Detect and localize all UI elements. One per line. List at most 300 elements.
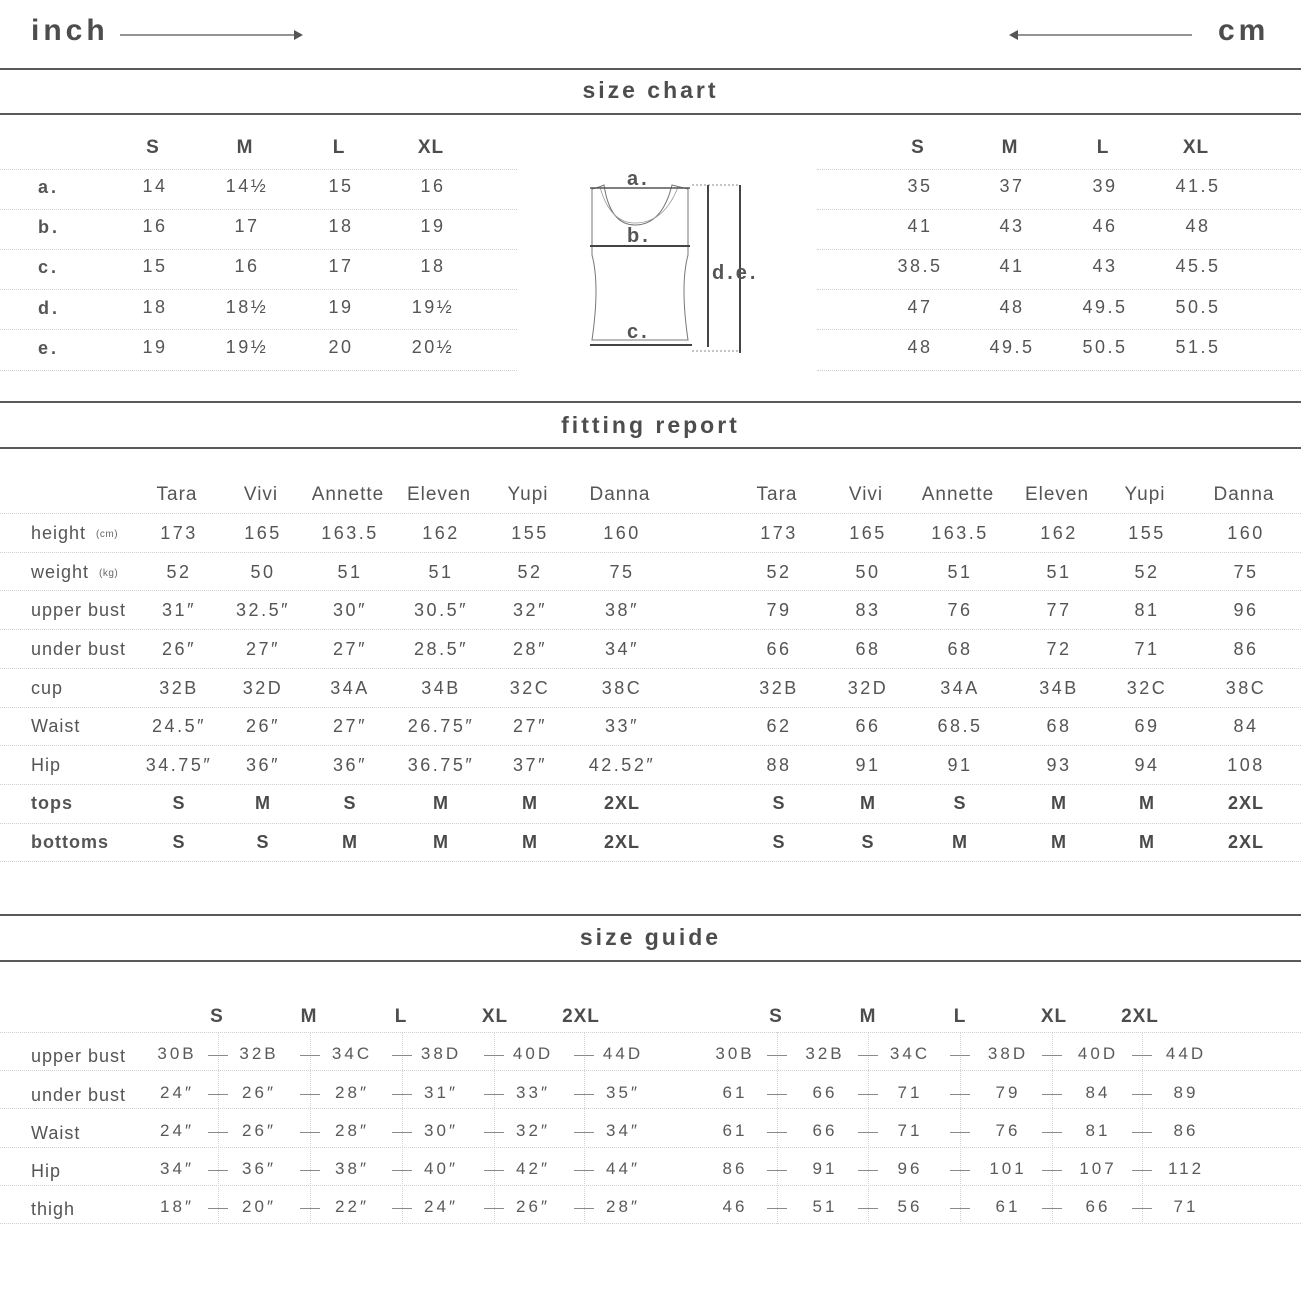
inch-value-cell: 19 xyxy=(420,216,446,236)
fitting-inch-cell: 27″ xyxy=(333,716,367,736)
fitting-report-title: fitting report xyxy=(561,412,740,438)
guide-cm-cell: 61 xyxy=(722,1121,748,1140)
fitting-inch-cell: 160 xyxy=(603,523,641,543)
row-divider xyxy=(0,329,517,330)
range-dash xyxy=(574,1094,594,1095)
row-divider xyxy=(817,209,1301,210)
fitting-inch-cell: 34B xyxy=(421,678,461,698)
fitting-cm-cell: 71 xyxy=(1134,639,1160,659)
guide-inch-cell: 36″ xyxy=(242,1159,276,1178)
guide-inch-cell: 26″ xyxy=(242,1083,276,1102)
fitting-cm-cell: 96 xyxy=(1233,600,1259,620)
fitting-inch-cell: 36.75″ xyxy=(407,755,475,775)
guide-cm-cell: 81 xyxy=(1085,1121,1111,1140)
column-divider xyxy=(218,1032,219,1224)
fitting-cm-cell: 91 xyxy=(855,755,881,775)
fitting-inch-cell: S xyxy=(172,793,186,813)
fitting-cm-cell: S xyxy=(953,793,967,813)
fitting-inch-cell: 30″ xyxy=(333,600,367,620)
section-rule xyxy=(0,68,1301,70)
inch-unit-label: inch xyxy=(31,14,109,47)
range-dash xyxy=(1132,1170,1152,1171)
measure-label: b. xyxy=(38,217,60,237)
fitting-cm-cell: 68 xyxy=(855,639,881,659)
guide-inch-cell: 26″ xyxy=(516,1197,550,1216)
cm-value-cell: 48 xyxy=(999,297,1025,317)
size-header-inch: XL xyxy=(417,137,445,158)
fitting-cm-cell: 32C xyxy=(1126,678,1168,698)
fitting-cm-cell: M xyxy=(952,832,968,852)
model-name-inch: Vivi xyxy=(243,484,279,505)
fitting-cm-cell: 75 xyxy=(1233,562,1259,582)
fitting-inch-cell: 28″ xyxy=(513,639,547,659)
model-name-cm: Danna xyxy=(1213,484,1275,505)
row-divider xyxy=(0,1147,1301,1148)
diagram-label-b: b. xyxy=(627,225,651,247)
guide-size-header-cm: 2XL xyxy=(1121,1006,1159,1027)
size-header-cm: M xyxy=(1001,137,1019,158)
guide-inch-cell: 32″ xyxy=(516,1121,550,1140)
model-name-inch: Yupi xyxy=(507,484,549,505)
fitting-cm-cell: 83 xyxy=(855,600,881,620)
fitting-inch-cell: 32″ xyxy=(513,600,547,620)
fitting-cm-cell: 86 xyxy=(1233,639,1259,659)
guide-row-label: thigh xyxy=(31,1199,76,1219)
fitting-cm-cell: S xyxy=(772,832,786,852)
row-divider xyxy=(0,289,517,290)
guide-row-label: under bust xyxy=(31,1085,127,1105)
fitting-row-label-text: upper bust xyxy=(31,600,127,620)
size-header-cm: L xyxy=(1096,137,1110,158)
fitting-inch-cell: 2XL xyxy=(603,832,641,852)
range-dash xyxy=(484,1055,504,1056)
fitting-inch-cell: 32B xyxy=(159,678,199,698)
fitting-inch-cell: M xyxy=(433,832,449,852)
inch-value-cell: 16 xyxy=(142,216,168,236)
section-rule xyxy=(0,914,1301,916)
fitting-cm-cell: 108 xyxy=(1227,755,1265,775)
inch-value-cell: 19½ xyxy=(225,337,269,357)
fitting-inch-cell: 30.5″ xyxy=(414,600,468,620)
column-divider xyxy=(584,1032,585,1224)
range-dash xyxy=(1132,1132,1152,1133)
guide-inch-cell: 34C xyxy=(331,1044,373,1063)
size-guide-title: size guide xyxy=(579,924,722,950)
fitting-cm-cell: 162 xyxy=(1040,523,1078,543)
fitting-inch-cell: 32C xyxy=(509,678,551,698)
fitting-inch-cell: 38C xyxy=(601,678,643,698)
fitting-row-label-text: height xyxy=(31,523,87,543)
guide-cm-cell: 101 xyxy=(989,1159,1027,1178)
fitting-inch-cell: 155 xyxy=(511,523,549,543)
fitting-cm-cell: 165 xyxy=(849,523,887,543)
range-dash xyxy=(484,1132,504,1133)
fitting-inch-cell: 52 xyxy=(517,562,543,582)
model-name-cm: Tara xyxy=(756,484,798,505)
range-dash xyxy=(208,1132,228,1133)
inch-value-cell: 17 xyxy=(234,216,260,236)
fitting-row-label xyxy=(31,793,73,814)
range-dash xyxy=(1042,1055,1062,1056)
fitting-cm-cell: 81 xyxy=(1134,600,1160,620)
guide-inch-cell: 40″ xyxy=(424,1159,458,1178)
cm-value-cell: 38.5 xyxy=(897,256,943,276)
fitting-inch-cell: 75 xyxy=(609,562,635,582)
guide-cm-cell: 61 xyxy=(995,1197,1021,1216)
fitting-cm-cell: 62 xyxy=(766,716,792,736)
range-dash xyxy=(208,1208,228,1209)
guide-cm-cell: 91 xyxy=(812,1159,838,1178)
fitting-cm-cell: M xyxy=(860,793,876,813)
row-divider xyxy=(0,784,1301,785)
range-dash xyxy=(767,1132,787,1133)
fitting-row-label xyxy=(31,832,109,853)
guide-cm-cell: 40D xyxy=(1077,1044,1119,1063)
guide-inch-cell: 24″ xyxy=(424,1197,458,1216)
row-divider xyxy=(817,249,1301,250)
column-divider xyxy=(1052,1032,1053,1224)
model-name-cm: Vivi xyxy=(848,484,884,505)
range-dash xyxy=(484,1094,504,1095)
column-divider xyxy=(494,1032,495,1224)
guide-size-header-cm: S xyxy=(769,1006,783,1027)
model-name-cm: Yupi xyxy=(1124,484,1166,505)
model-name-inch: Annette xyxy=(311,484,385,505)
guide-row-label: Waist xyxy=(31,1123,81,1143)
range-dash xyxy=(858,1094,878,1095)
fitting-row-label-text: under bust xyxy=(31,639,127,659)
fitting-cm-cell: 50 xyxy=(855,562,881,582)
fitting-cm-cell: 163.5 xyxy=(931,523,989,543)
row-divider xyxy=(0,249,517,250)
inch-value-cell: 18 xyxy=(420,256,446,276)
guide-cm-cell: 34C xyxy=(889,1044,931,1063)
cm-value-cell: 39 xyxy=(1092,176,1118,196)
fitting-row-label-text: weight xyxy=(31,562,90,582)
size-header-inch: M xyxy=(236,137,254,158)
range-dash xyxy=(574,1132,594,1133)
inch-value-cell: 18 xyxy=(142,297,168,317)
guide-size-header-inch: L xyxy=(394,1006,408,1027)
fitting-inch-cell: 26.75″ xyxy=(407,716,475,736)
measure-label: e. xyxy=(38,338,60,358)
fitting-inch-cell: 36″ xyxy=(333,755,367,775)
fitting-row-label xyxy=(31,523,118,544)
guide-inch-cell: 44″ xyxy=(606,1159,640,1178)
fitting-row-label xyxy=(31,600,126,621)
guide-size-header-inch: 2XL xyxy=(562,1006,600,1027)
guide-size-header-cm: L xyxy=(953,1006,967,1027)
column-divider xyxy=(868,1032,869,1224)
fitting-cm-cell: M xyxy=(1051,793,1067,813)
range-dash xyxy=(767,1170,787,1171)
fitting-inch-cell: S xyxy=(343,793,357,813)
diagram-label-de: d.e. xyxy=(712,262,759,284)
guide-cm-cell: 61 xyxy=(722,1083,748,1102)
fitting-cm-cell: 68 xyxy=(1046,716,1072,736)
section-rule xyxy=(0,113,1301,115)
inch-value-cell: 20½ xyxy=(411,337,455,357)
range-dash xyxy=(574,1170,594,1171)
guide-inch-cell: 32B xyxy=(239,1044,279,1063)
fitting-cm-cell: 77 xyxy=(1046,600,1072,620)
inch-value-cell: 17 xyxy=(328,256,354,276)
cm-value-cell: 41 xyxy=(907,216,933,236)
cm-value-cell: 37 xyxy=(999,176,1025,196)
cm-value-cell: 43 xyxy=(999,216,1025,236)
row-divider xyxy=(817,329,1301,330)
range-dash xyxy=(950,1094,970,1095)
fitting-inch-cell: 51 xyxy=(337,562,363,582)
fitting-inch-cell: 24.5″ xyxy=(152,716,206,736)
guide-cm-cell: 66 xyxy=(812,1083,838,1102)
model-name-cm: Annette xyxy=(921,484,995,505)
fitting-inch-cell: 32.5″ xyxy=(236,600,290,620)
range-dash xyxy=(208,1055,228,1056)
range-dash xyxy=(767,1055,787,1056)
model-name-cm: Eleven xyxy=(1024,484,1090,505)
range-dash xyxy=(858,1055,878,1056)
column-divider xyxy=(960,1032,961,1224)
guide-inch-cell: 28″ xyxy=(606,1197,640,1216)
column-divider xyxy=(1142,1032,1143,1224)
range-dash xyxy=(484,1170,504,1171)
fitting-inch-cell: M xyxy=(342,832,358,852)
range-dash xyxy=(300,1132,320,1133)
cm-value-cell: 49.5 xyxy=(989,337,1035,357)
guide-inch-cell: 24″ xyxy=(160,1121,194,1140)
fitting-cm-cell: 76 xyxy=(947,600,973,620)
fitting-row-label xyxy=(31,678,63,699)
fitting-inch-cell: 31″ xyxy=(162,600,196,620)
fitting-cm-cell: 51 xyxy=(1046,562,1072,582)
guide-inch-cell: 28″ xyxy=(335,1121,369,1140)
fitting-cm-cell: 66 xyxy=(766,639,792,659)
guide-cm-cell: 66 xyxy=(812,1121,838,1140)
guide-cm-cell: 96 xyxy=(897,1159,923,1178)
diagram-label-a: a. xyxy=(627,168,650,190)
guide-row-label: upper bust xyxy=(31,1046,127,1066)
section-rule xyxy=(0,401,1301,403)
range-dash xyxy=(1132,1094,1152,1095)
range-dash xyxy=(858,1208,878,1209)
model-name-inch: Eleven xyxy=(406,484,472,505)
section-rule xyxy=(0,960,1301,962)
guide-inch-cell: 35″ xyxy=(606,1083,640,1102)
fitting-cm-cell: 34B xyxy=(1039,678,1079,698)
fitting-inch-cell: 34.75″ xyxy=(145,755,213,775)
cm-value-cell: 48 xyxy=(907,337,933,357)
fitting-inch-cell: 37″ xyxy=(513,755,547,775)
cm-value-cell: 43 xyxy=(1092,256,1118,276)
fitting-cm-cell: 52 xyxy=(1134,562,1160,582)
inch-value-cell: 19 xyxy=(328,297,354,317)
guide-cm-cell: 86 xyxy=(1173,1121,1199,1140)
fitting-row-label xyxy=(31,562,118,583)
row-divider xyxy=(0,861,1301,862)
fitting-row-label-text: tops xyxy=(31,793,73,813)
guide-inch-cell: 24″ xyxy=(160,1083,194,1102)
fitting-row-label-text: cup xyxy=(31,678,64,698)
range-dash xyxy=(1042,1132,1062,1133)
fitting-cm-cell: 68 xyxy=(947,639,973,659)
guide-cm-cell: 38D xyxy=(987,1044,1029,1063)
guide-cm-cell: 32B xyxy=(805,1044,845,1063)
range-dash xyxy=(392,1132,412,1133)
guide-inch-cell: 18″ xyxy=(160,1197,194,1216)
fitting-cm-cell: S xyxy=(861,832,875,852)
fitting-row-label xyxy=(31,755,61,776)
column-divider xyxy=(777,1032,778,1224)
cm-value-cell: 35 xyxy=(907,176,933,196)
column-divider xyxy=(310,1032,311,1224)
guide-inch-cell: 34″ xyxy=(606,1121,640,1140)
guide-cm-cell: 30B xyxy=(715,1044,755,1063)
fitting-inch-cell: 26″ xyxy=(162,639,196,659)
fitting-cm-cell: 94 xyxy=(1134,755,1160,775)
guide-inch-cell: 44D xyxy=(602,1044,644,1063)
row-divider xyxy=(0,552,1301,553)
range-dash xyxy=(1042,1094,1062,1095)
guide-inch-cell: 26″ xyxy=(242,1121,276,1140)
fitting-inch-cell: 42.52″ xyxy=(588,755,656,775)
guide-inch-cell: 38D xyxy=(420,1044,462,1063)
range-dash xyxy=(574,1055,594,1056)
range-dash xyxy=(858,1170,878,1171)
range-dash xyxy=(858,1132,878,1133)
range-dash xyxy=(392,1170,412,1171)
guide-inch-cell: 40D xyxy=(512,1044,554,1063)
guide-inch-cell: 34″ xyxy=(160,1159,194,1178)
fitting-inch-cell: M xyxy=(522,793,538,813)
guide-size-header-cm: M xyxy=(859,1006,877,1027)
range-dash xyxy=(950,1208,970,1209)
guide-cm-cell: 51 xyxy=(812,1197,838,1216)
guide-cm-cell: 71 xyxy=(1173,1197,1199,1216)
fitting-row-label-text: bottoms xyxy=(31,832,109,852)
fitting-row-label-text: Hip xyxy=(31,755,62,775)
measure-label: a. xyxy=(38,177,60,197)
guide-cm-cell: 76 xyxy=(995,1121,1021,1140)
row-divider xyxy=(0,169,517,170)
row-divider xyxy=(0,1032,1301,1033)
model-name-inch: Tara xyxy=(156,484,198,505)
range-dash xyxy=(392,1094,412,1095)
guide-inch-cell: 20″ xyxy=(242,1197,276,1216)
inch-value-cell: 18 xyxy=(328,216,354,236)
fitting-inch-cell: 34″ xyxy=(605,639,639,659)
fitting-cm-cell: 32B xyxy=(759,678,799,698)
fitting-inch-cell: 51 xyxy=(428,562,454,582)
measure-label: c. xyxy=(38,257,60,277)
guide-cm-cell: 46 xyxy=(722,1197,748,1216)
fitting-cm-cell: 68.5 xyxy=(937,716,983,736)
inch-value-cell: 19½ xyxy=(411,297,455,317)
guide-cm-cell: 71 xyxy=(897,1083,923,1102)
column-divider xyxy=(402,1032,403,1224)
fitting-inch-cell: M xyxy=(255,793,271,813)
fitting-inch-cell: 27″ xyxy=(246,639,280,659)
row-divider xyxy=(817,169,1301,170)
row-divider xyxy=(817,289,1301,290)
fitting-cm-cell: 84 xyxy=(1233,716,1259,736)
fitting-inch-cell: 26″ xyxy=(246,716,280,736)
range-dash xyxy=(950,1132,970,1133)
row-divider xyxy=(0,1223,1301,1224)
fitting-inch-cell: 52 xyxy=(166,562,192,582)
guide-cm-cell: 79 xyxy=(995,1083,1021,1102)
inch-value-cell: 19 xyxy=(142,337,168,357)
row-divider xyxy=(0,1185,1301,1186)
guide-cm-cell: 107 xyxy=(1079,1159,1117,1178)
guide-inch-cell: 30B xyxy=(157,1044,197,1063)
fitting-cm-cell: 93 xyxy=(1046,755,1072,775)
row-divider xyxy=(0,745,1301,746)
cm-value-cell: 45.5 xyxy=(1175,256,1221,276)
guide-cm-cell: 66 xyxy=(1085,1197,1111,1216)
diagram-label-c: c. xyxy=(627,321,650,343)
fitting-cm-cell: 69 xyxy=(1134,716,1160,736)
fitting-inch-cell: 50 xyxy=(250,562,276,582)
guide-cm-cell: 84 xyxy=(1085,1083,1111,1102)
row-divider xyxy=(0,370,517,371)
fitting-cm-cell: 72 xyxy=(1046,639,1072,659)
guide-inch-cell: 28″ xyxy=(335,1083,369,1102)
fitting-cm-cell: M xyxy=(1139,793,1155,813)
row-divider xyxy=(0,707,1301,708)
guide-cm-cell: 56 xyxy=(897,1197,923,1216)
arrow-right-icon xyxy=(120,28,304,42)
fitting-cm-cell: M xyxy=(1051,832,1067,852)
size-header-cm: S xyxy=(911,137,925,158)
fitting-cm-cell: 160 xyxy=(1227,523,1265,543)
inch-value-cell: 15 xyxy=(142,256,168,276)
range-dash xyxy=(1132,1055,1152,1056)
arrow-left-icon xyxy=(1008,28,1194,42)
measure-label: d. xyxy=(38,298,60,318)
row-divider xyxy=(0,629,1301,630)
fitting-inch-cell: 28.5″ xyxy=(414,639,468,659)
fitting-inch-cell: S xyxy=(256,832,270,852)
fitting-inch-cell: 32D xyxy=(242,678,284,698)
guide-cm-cell: 86 xyxy=(722,1159,748,1178)
range-dash xyxy=(1042,1170,1062,1171)
model-name-inch: Danna xyxy=(589,484,651,505)
guide-size-header-inch: S xyxy=(210,1006,224,1027)
guide-inch-cell: 31″ xyxy=(424,1083,458,1102)
inch-value-cell: 15 xyxy=(328,176,354,196)
fitting-cm-cell: 173 xyxy=(760,523,798,543)
fitting-cm-cell: 88 xyxy=(766,755,792,775)
fitting-cm-cell: 32D xyxy=(847,678,889,698)
inch-value-cell: 16 xyxy=(420,176,446,196)
range-dash xyxy=(950,1055,970,1056)
row-divider xyxy=(817,370,1301,371)
cm-value-cell: 41 xyxy=(999,256,1025,276)
row-divider xyxy=(0,1108,1301,1109)
range-dash xyxy=(300,1094,320,1095)
cm-value-cell: 50.5 xyxy=(1082,337,1128,357)
fitting-cm-cell: S xyxy=(772,793,786,813)
range-dash xyxy=(950,1170,970,1171)
row-divider xyxy=(0,1070,1301,1071)
fitting-cm-cell: M xyxy=(1139,832,1155,852)
fitting-cm-cell: 66 xyxy=(855,716,881,736)
fitting-inch-cell: 165 xyxy=(244,523,282,543)
guide-cm-cell: 89 xyxy=(1173,1083,1199,1102)
range-dash xyxy=(767,1208,787,1209)
fitting-cm-cell: 91 xyxy=(947,755,973,775)
